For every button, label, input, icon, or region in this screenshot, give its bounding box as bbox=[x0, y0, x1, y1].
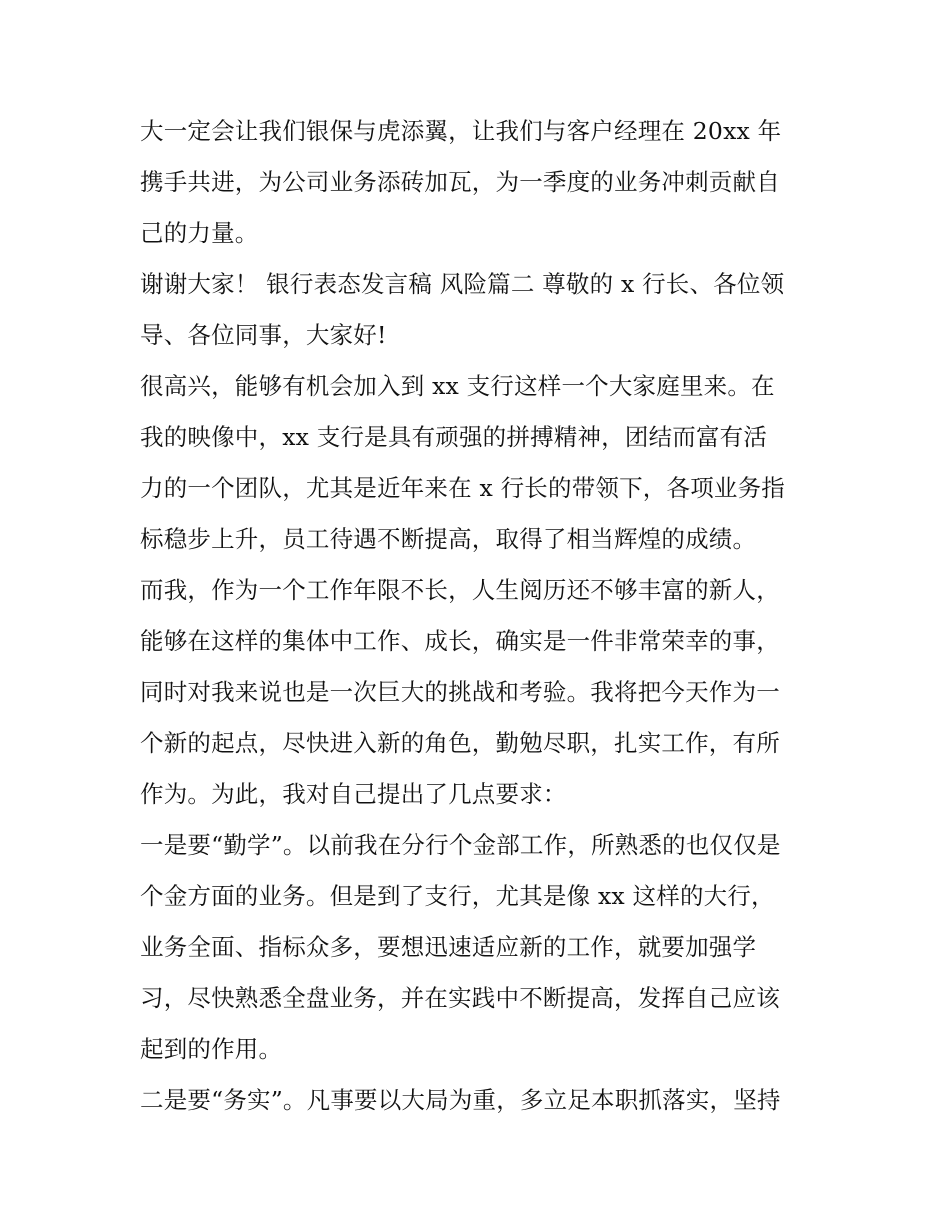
text-line: 很高兴，能够有机会加入到 xx 支行这样一个大家庭里来。在 bbox=[140, 372, 775, 400]
text-line: 个金方面的业务。但是到了支行，尤其是像 xx 这样的大行， bbox=[140, 882, 775, 910]
text-line: 力的一个团队，尤其是近年来在 x 行长的带领下，各项业务指 bbox=[140, 474, 785, 502]
text-line: 导、各位同事，大家好! bbox=[140, 321, 387, 349]
text-line: 己的力量。 bbox=[140, 219, 259, 247]
text-line: 大一定会让我们银保与虎添翼，让我们与客户经理在 20xx 年 bbox=[140, 117, 782, 145]
text-line: 个新的起点，尽快进入新的角色，勤勉尽职，扎实工作，有所 bbox=[140, 729, 780, 757]
text-line: 起到的作用。 bbox=[140, 1035, 283, 1063]
text-line: 业务全面、指标众多，要想迅速适应新的工作，就要加强学 bbox=[140, 933, 757, 961]
text-line: 标稳步上升，员工待遇不断提高，取得了相当辉煌的成绩。 bbox=[140, 525, 757, 553]
text-line: 作为。为此，我对自己提出了几点要求： bbox=[140, 780, 567, 808]
text-line: 谢谢大家！ 银行表态发言稿 风险篇二 尊敬的 x 行长、各位领 bbox=[140, 270, 785, 298]
text-line: 能够在这样的集体中工作、成长，确实是一件非常荣幸的事， bbox=[140, 627, 780, 655]
text-line: 二是要“务实”。凡事要以大局为重，多立足本职抓落实，坚持 bbox=[140, 1086, 781, 1114]
text-line: 一是要“勤学”。以前我在分行个金部工作，所熟悉的也仅仅是 bbox=[140, 831, 781, 859]
text-line: 习，尽快熟悉全盘业务，并在实践中不断提高，发挥自己应该 bbox=[140, 984, 780, 1012]
text-line: 携手共进，为公司业务添砖加瓦，为一季度的业务冲刺贡献自 bbox=[140, 168, 780, 196]
text-line: 而我，作为一个工作年限不长，人生阅历还不够丰富的新人， bbox=[140, 576, 780, 604]
document-body bbox=[140, 106, 820, 1126]
text-line: 同时对我来说也是一次巨大的挑战和考验。我将把今天作为一 bbox=[140, 678, 780, 706]
text-line: 我的映像中，xx 支行是具有顽强的拼搏精神，团结而富有活 bbox=[140, 423, 768, 451]
